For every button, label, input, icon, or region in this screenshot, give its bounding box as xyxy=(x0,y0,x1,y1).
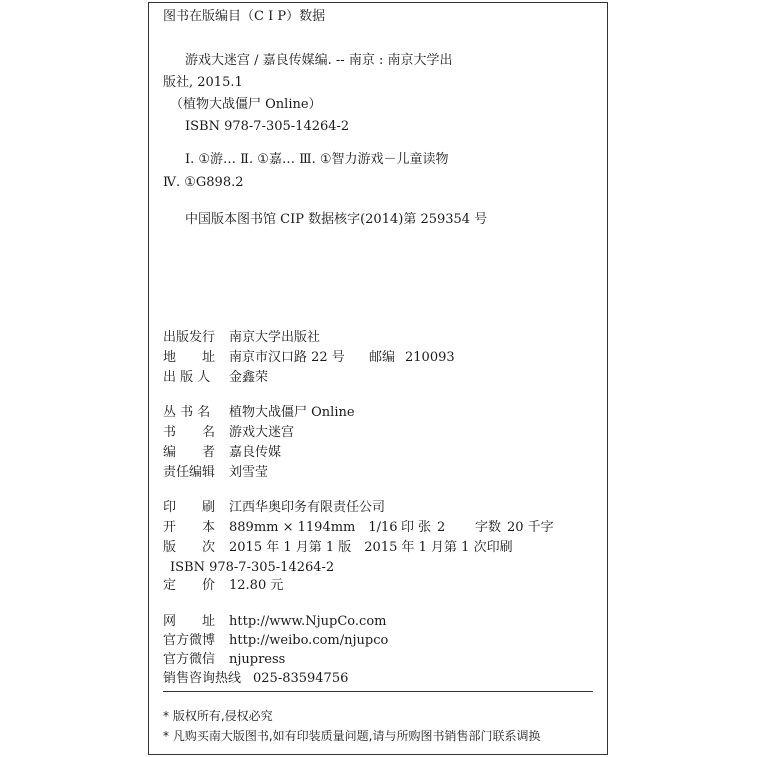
title-label: 书 名 xyxy=(163,425,216,440)
issuer-value: 金鑫荣 xyxy=(229,370,269,385)
price-row xyxy=(163,578,283,594)
postcode-label: 邮编 xyxy=(369,350,396,365)
footer-divider xyxy=(163,691,593,692)
price-label: 定 价 xyxy=(163,578,216,593)
series-label: 丛 书 名 xyxy=(163,405,211,420)
title-row xyxy=(163,425,294,441)
title-value: 游戏大迷宫 xyxy=(229,425,295,440)
series-value: 植物大战僵尸 Online xyxy=(229,405,355,420)
resp-editor-label: 责任编辑 xyxy=(163,465,216,480)
price-value: 12.80 元 xyxy=(229,578,284,593)
copyright-note: * 版权所有,侵权必究 xyxy=(163,709,273,723)
issuer-label: 出 版 人 xyxy=(163,370,211,385)
edition-row xyxy=(163,540,513,556)
edition-value: 2015 年 1 月第 1 版 2015 年 1 月第 1 次印刷 xyxy=(229,540,513,555)
publisher-label: 出版发行 xyxy=(163,330,216,345)
editor-row xyxy=(163,445,281,461)
editor-value: 嘉良传媒 xyxy=(229,445,282,460)
postcode-value: 210093 xyxy=(405,350,455,365)
cip-series: （植物大战僵尸 Online） xyxy=(170,97,322,112)
format-label: 开 本 xyxy=(163,520,216,535)
wechat-value: njupress xyxy=(229,652,286,667)
weibo-label: 官方微博 xyxy=(163,633,216,648)
cip-entry-line2: 版社, 2015.1 xyxy=(163,75,243,90)
address-label: 地 址 xyxy=(163,350,216,365)
cip-isbn: ISBN 978-7-305-14264-2 xyxy=(185,119,350,134)
print-isbn: ISBN 978-7-305-14264-2 xyxy=(170,560,335,575)
format-row xyxy=(163,520,554,536)
address-value: 南京市汉口路 22 号 xyxy=(229,350,345,365)
edition-label: 版 次 xyxy=(163,540,216,555)
editor-label: 编 者 xyxy=(163,445,216,460)
cip-subjects-line2: Ⅳ. ①G898.2 xyxy=(163,175,244,190)
printer-label: 印 刷 xyxy=(163,500,216,515)
sheets-value: 2 xyxy=(437,520,446,535)
format-value: 889mm × 1194mm 1/16 xyxy=(229,520,398,535)
words-label: 字数 xyxy=(475,520,502,535)
weibo-row xyxy=(163,633,388,649)
publisher-value: 南京大学出版社 xyxy=(229,330,321,345)
words-value: 20 千字 xyxy=(507,520,554,535)
publisher-row xyxy=(163,330,320,346)
series-row xyxy=(163,405,355,421)
cip-header: 图书在版编目（C I P）数据 xyxy=(163,9,326,24)
weibo-value: http://weibo.com/njupco xyxy=(229,633,389,648)
address-row xyxy=(163,350,455,366)
website-label: 网 址 xyxy=(163,614,216,629)
cip-subjects-line1: Ⅰ. ①游… Ⅱ. ①嘉… Ⅲ. ①智力游戏－儿童读物 xyxy=(185,152,449,167)
cip-record-number: 中国版本图书馆 CIP 数据核字(2014)第 259354 号 xyxy=(185,212,488,227)
issuer-row xyxy=(163,370,268,386)
printer-value: 江西华奥印务有限责任公司 xyxy=(229,500,386,515)
wechat-label: 官方微信 xyxy=(163,652,216,667)
hotline-label: 销售咨询热线 xyxy=(163,671,242,686)
hotline-row xyxy=(163,671,348,687)
wechat-row xyxy=(163,652,285,668)
return-note: * 凡购买南大版图书,如有印装质量问题,请与所购图书销售部门联系调换 xyxy=(163,729,541,743)
resp-editor-row xyxy=(163,465,268,481)
resp-editor-value: 刘雪莹 xyxy=(229,465,269,480)
printer-row xyxy=(163,500,385,516)
hotline-value: 025-83594756 xyxy=(253,671,349,686)
cip-entry-line1: 游戏大迷宫 / 嘉良传媒编. -- 南京 : 南京大学出 xyxy=(185,53,453,68)
sheets-label: 印 张 xyxy=(401,520,432,535)
website-value: http://www.NjupCo.com xyxy=(229,614,387,629)
website-row xyxy=(163,614,386,630)
